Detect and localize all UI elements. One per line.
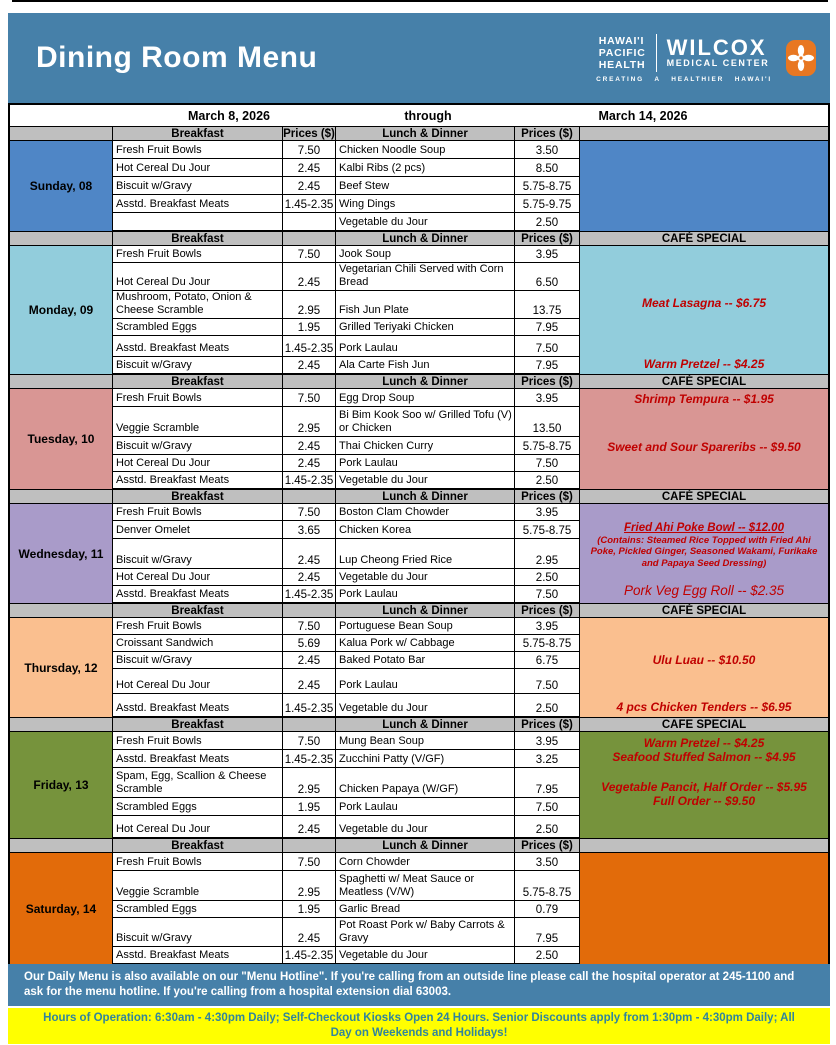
section-header-row <box>10 126 828 141</box>
lunch-price: 7.95 <box>515 357 580 374</box>
lunch-item: Kalua Pork w/ Cabbage <box>336 635 515 652</box>
breakfast-item: Fresh Fruit Bowls <box>113 504 283 521</box>
col-header-lunch-prices: Prices ($) <box>515 604 580 617</box>
day-section-sunday <box>10 126 828 231</box>
col-header-lunch: Lunch & Dinner <box>336 718 515 731</box>
breakfast-item: Asstd. Breakfast Meats <box>113 336 283 357</box>
lunch-price: 5.75-9.75 <box>515 195 580 213</box>
lunch-price: 2.95 <box>515 539 580 569</box>
lunch-price: 5.75-8.75 <box>515 521 580 539</box>
lunch-price: 7.50 <box>515 669 580 694</box>
col-header-cafe-special: CAFÉ SPECIAL <box>661 491 747 503</box>
day-body-tuesday <box>10 389 828 489</box>
col-header-lunch: Lunch & Dinner <box>336 232 515 245</box>
col-header-day-spacer <box>10 490 113 503</box>
breakfast-item: Croissant Sandwich <box>113 635 283 652</box>
lunch-item: Kalbi Ribs (2 pcs) <box>336 159 515 177</box>
cafe-special-cell-saturday <box>580 853 828 964</box>
col-header-day-spacer <box>10 604 113 617</box>
breakfast-price: 1.45-2.35 <box>283 195 336 213</box>
breakfast-price: 5.69 <box>283 635 336 652</box>
lunch-price: 3.95 <box>515 618 580 635</box>
col-header-cafe-special <box>580 839 828 852</box>
day-section-tuesday <box>10 374 828 489</box>
col-header-breakfast-prices <box>283 839 336 852</box>
breakfast-item: Scrambled Eggs <box>113 319 283 336</box>
col-header-lunch-prices: Prices ($) <box>515 839 580 852</box>
lunch-price: 5.75-8.75 <box>515 635 580 652</box>
breakfast-price: 7.50 <box>283 618 336 635</box>
breakfast-item: Veggie Scramble <box>113 871 283 901</box>
breakfast-item: Scrambled Eggs <box>113 901 283 918</box>
col-header-breakfast-prices <box>283 604 336 617</box>
day-label-wednesday: Wednesday, 11 <box>10 504 113 603</box>
day-label-monday: Monday, 09 <box>10 246 113 374</box>
cafe-special-text: Warm Pretzel -- $4.25 <box>643 357 765 371</box>
lunch-item: Portuguese Bean Soup <box>336 618 515 635</box>
top-border-line <box>12 0 828 2</box>
breakfast-item: Hot Cereal Du Jour <box>113 263 283 291</box>
date-range-row <box>8 103 830 126</box>
col-header-lunch: Lunch & Dinner <box>336 127 515 140</box>
lunch-item: Chicken Noodle Soup <box>336 141 515 159</box>
lunch-item: Pork Laulau <box>336 669 515 694</box>
cafe-special-text: Shrimp Tempura -- $1.95 <box>634 392 774 406</box>
section-header-row <box>10 374 828 389</box>
lunch-price: 6.50 <box>515 263 580 291</box>
breakfast-price: 2.45 <box>283 918 336 947</box>
lunch-item: Chicken Papaya (W/GF) <box>336 768 515 798</box>
col-header-breakfast-prices <box>283 718 336 731</box>
breakfast-price: 1.45-2.35 <box>283 586 336 603</box>
cafe-special-text: Sweet and Sour Spareribs -- $9.50 <box>607 439 801 454</box>
breakfast-item <box>113 213 283 231</box>
cafe-special-text: Pork Veg Egg Roll -- $2.35 <box>623 583 785 598</box>
day-body-thursday <box>10 618 828 717</box>
col-header-cafe-special: CAFE SPECIAL <box>661 719 747 731</box>
col-header-breakfast: Breakfast <box>113 604 283 617</box>
breakfast-price: 1.95 <box>283 798 336 816</box>
breakfast-item: Spam, Egg, Scallion & Cheese Scramble <box>113 768 283 798</box>
lunch-price: 0.79 <box>515 901 580 918</box>
menu-table <box>8 126 830 966</box>
breakfast-price: 2.95 <box>283 768 336 798</box>
col-header-lunch: Lunch & Dinner <box>336 839 515 852</box>
breakfast-price: 1.45-2.35 <box>283 472 336 489</box>
lunch-item: Corn Chowder <box>336 853 515 871</box>
logo-tagline: CREATING A HEALTHIER HAWAI'I <box>596 75 772 83</box>
breakfast-price: 1.45-2.35 <box>283 336 336 357</box>
breakfast-price: 2.95 <box>283 871 336 901</box>
lunch-price: 5.75-8.75 <box>515 871 580 901</box>
hotline-text: Our Daily Menu is also available on our "Menu Hotline". If you're calling from an outside line please call the hospital operator at 245-1100 and ask for the menu hotline. If you're calling from a hospital extension dial 63003. <box>24 971 795 998</box>
lunch-item: Fish Jun Plate <box>336 291 515 319</box>
col-header-breakfast-prices <box>283 232 336 245</box>
day-body-sunday <box>10 141 828 231</box>
lunch-item: Baked Potato Bar <box>336 652 515 669</box>
col-header-lunch: Lunch & Dinner <box>336 490 515 503</box>
cafe-special-text: Full Order -- $9.50 <box>652 794 756 808</box>
col-header-cafe-special: CAFÉ SPECIAL <box>661 605 747 617</box>
lunch-price: 7.50 <box>515 586 580 603</box>
col-header-breakfast: Breakfast <box>113 232 283 245</box>
col-header-breakfast-prices <box>283 490 336 503</box>
cafe-special-text: Vegetable Pancit, Half Order -- $5.95 <box>601 780 807 794</box>
lunch-item: Zucchini Patty (V/GF) <box>336 750 515 768</box>
lunch-item: Pork Laulau <box>336 798 515 816</box>
day-body-monday <box>10 246 828 374</box>
lunch-item: Spaghetti w/ Meat Sauce or Meatless (V/W) <box>336 871 515 901</box>
lunch-price: 7.50 <box>515 455 580 472</box>
col-header-lunch: Lunch & Dinner <box>336 375 515 388</box>
lunch-item: Pot Roast Pork w/ Baby Carrots & Gravy <box>336 918 515 947</box>
wilcox-wordmark: WILCOX MEDICAL CENTER <box>666 34 770 68</box>
breakfast-price: 2.95 <box>283 407 336 437</box>
breakfast-price: 2.45 <box>283 539 336 569</box>
lunch-price: 7.50 <box>515 336 580 357</box>
breakfast-item: Biscuit w/Gravy <box>113 652 283 669</box>
breakfast-item: Biscuit w/Gravy <box>113 357 283 374</box>
lunch-price: 2.50 <box>515 213 580 231</box>
cafe-special-text: (Contains: Steamed Rice Topped with Fried Ahi Poke, Pickled Ginger, Seasoned Wakami, Furikake and Papaya Seed Dressing) <box>590 534 818 569</box>
cafe-special-text: Meat Lasagna -- $6.75 <box>641 295 767 310</box>
col-header-lunch-prices: Prices ($) <box>515 718 580 731</box>
breakfast-price: 2.45 <box>283 669 336 694</box>
breakfast-price: 7.50 <box>283 141 336 159</box>
cafe-special-text: Warm Pretzel -- $4.25 <box>643 736 765 750</box>
col-header-day-spacer <box>10 127 113 140</box>
breakfast-item: Asstd. Breakfast Meats <box>113 750 283 768</box>
breakfast-item: Hot Cereal Du Jour <box>113 816 283 838</box>
breakfast-price: 7.50 <box>283 246 336 263</box>
breakfast-item: Asstd. Breakfast Meats <box>113 472 283 489</box>
breakfast-price <box>283 213 336 231</box>
lunch-price: 2.50 <box>515 472 580 489</box>
day-label-sunday: Sunday, 08 <box>10 141 113 231</box>
lunch-item: Grilled Teriyaki Chicken <box>336 319 515 336</box>
day-label-tuesday: Tuesday, 10 <box>10 389 113 489</box>
cafe-special-text: Seafood Stuffed Salmon -- $4.95 <box>612 750 796 764</box>
cafe-special-text: 4 pcs Chicken Tenders -- $6.95 <box>616 700 792 714</box>
breakfast-item: Hot Cereal Du Jour <box>113 569 283 586</box>
lunch-price: 3.95 <box>515 389 580 407</box>
hours-text: Hours of Operation: 6:30am - 4:30pm Daily; Self-Checkout Kiosks Open 24 Hours. Senior Discounts apply from 1:30pm - 4:30pm Daily; All Day on Weekends and Holidays! <box>43 1012 795 1039</box>
lunch-price: 5.75-8.75 <box>515 437 580 455</box>
day-body-wednesday <box>10 504 828 603</box>
lunch-price: 3.25 <box>515 750 580 768</box>
breakfast-item: Mushroom, Potato, Onion & Cheese Scramble <box>113 291 283 319</box>
lunch-item: Boston Clam Chowder <box>336 504 515 521</box>
header-banner <box>8 13 830 103</box>
breakfast-item: Fresh Fruit Bowls <box>113 389 283 407</box>
day-section-wednesday <box>10 489 828 603</box>
breakfast-item: Veggie Scramble <box>113 407 283 437</box>
lunch-price: 2.50 <box>515 694 580 717</box>
breakfast-item: Biscuit w/Gravy <box>113 539 283 569</box>
col-header-day-spacer <box>10 232 113 245</box>
hph-wordmark: HAWAI'I PACIFIC HEALTH <box>598 34 646 71</box>
section-header-row <box>10 717 828 732</box>
breakfast-item: Biscuit w/Gravy <box>113 918 283 947</box>
cafe-special-cell-friday <box>580 732 828 838</box>
cafe-special-text: Ulu Luau -- $10.50 <box>652 653 756 667</box>
col-header-breakfast-prices: Prices ($) <box>283 128 335 140</box>
lunch-price: 3.95 <box>515 504 580 521</box>
col-header-cafe-special: CAFÉ SPECIAL <box>661 233 747 245</box>
lunch-item: Vegetable du Jour <box>336 694 515 717</box>
day-section-friday <box>10 717 828 838</box>
col-header-day-spacer <box>10 839 113 852</box>
breakfast-item: Asstd. Breakfast Meats <box>113 694 283 717</box>
breakfast-price: 2.45 <box>283 437 336 455</box>
date-start: March 8, 2026 <box>188 108 270 123</box>
breakfast-price: 1.45-2.35 <box>283 694 336 717</box>
breakfast-item: Fresh Fruit Bowls <box>113 141 283 159</box>
breakfast-item: Fresh Fruit Bowls <box>113 853 283 871</box>
breakfast-price: 2.45 <box>283 816 336 838</box>
lunch-price: 2.50 <box>515 569 580 586</box>
breakfast-item: Biscuit w/Gravy <box>113 437 283 455</box>
breakfast-price: 3.65 <box>283 521 336 539</box>
day-section-monday <box>10 231 828 374</box>
breakfast-price: 2.45 <box>283 177 336 195</box>
lunch-price: 7.50 <box>515 798 580 816</box>
cafe-special-cell-monday <box>580 246 828 374</box>
lunch-item: Chicken Korea <box>336 521 515 539</box>
breakfast-price: 2.45 <box>283 652 336 669</box>
lunch-item: Jook Soup <box>336 246 515 263</box>
lunch-item: Vegetable du Jour <box>336 947 515 964</box>
lunch-price: 3.50 <box>515 853 580 871</box>
section-header-row <box>10 838 828 853</box>
col-header-lunch-prices: Prices ($) <box>515 127 580 140</box>
lunch-price: 3.50 <box>515 141 580 159</box>
breakfast-item: Hot Cereal Du Jour <box>113 159 283 177</box>
breakfast-price: 7.50 <box>283 853 336 871</box>
col-header-cafe-special <box>580 127 828 140</box>
breakfast-item: Fresh Fruit Bowls <box>113 732 283 750</box>
cafe-special-cell-sunday <box>580 141 828 231</box>
lunch-item: Pork Laulau <box>336 586 515 603</box>
cafe-special-text: Fried Ahi Poke Bowl -- $12.00 <box>624 521 784 534</box>
breakfast-item: Fresh Fruit Bowls <box>113 618 283 635</box>
lunch-item: Wing Dings <box>336 195 515 213</box>
lunch-price: 6.75 <box>515 652 580 669</box>
lunch-price: 2.50 <box>515 947 580 964</box>
col-header-cafe-special: CAFÉ SPECIAL <box>661 376 747 388</box>
breakfast-price: 1.45-2.35 <box>283 947 336 964</box>
lunch-price: 5.75-8.75 <box>515 177 580 195</box>
date-end: March 14, 2026 <box>598 108 688 123</box>
lunch-price: 8.50 <box>515 159 580 177</box>
lunch-item: Garlic Bread <box>336 901 515 918</box>
col-header-breakfast: Breakfast <box>113 490 283 503</box>
lunch-item: Pork Laulau <box>336 336 515 357</box>
cafe-special-cell-thursday <box>580 618 828 717</box>
lunch-price: 13.75 <box>515 291 580 319</box>
cafe-special-cell-wednesday <box>580 504 828 603</box>
lunch-item: Bi Bim Kook Soo w/ Grilled Tofu (V) or Chicken <box>336 407 515 437</box>
hph-wilcox-wordmark <box>596 34 772 83</box>
breakfast-item: Asstd. Breakfast Meats <box>113 947 283 964</box>
lunch-item: Vegetable du Jour <box>336 472 515 489</box>
col-header-breakfast-prices <box>283 375 336 388</box>
breakfast-price: 1.95 <box>283 319 336 336</box>
breakfast-price: 2.45 <box>283 263 336 291</box>
day-label-friday: Friday, 13 <box>10 732 113 838</box>
col-header-breakfast: Breakfast <box>113 375 283 388</box>
breakfast-price: 7.50 <box>283 504 336 521</box>
col-header-breakfast: Breakfast <box>113 127 283 140</box>
lunch-price: 3.95 <box>515 732 580 750</box>
section-header-row <box>10 231 828 246</box>
lunch-item: Pork Laulau <box>336 455 515 472</box>
day-body-saturday <box>10 853 828 964</box>
lunch-item: Vegetable du Jour <box>336 816 515 838</box>
breakfast-item: Denver Omelet <box>113 521 283 539</box>
col-header-lunch-prices: Prices ($) <box>515 490 580 503</box>
brand-logo <box>596 34 830 83</box>
section-header-row <box>10 489 828 504</box>
lunch-item: Thai Chicken Curry <box>336 437 515 455</box>
breakfast-item: Hot Cereal Du Jour <box>113 455 283 472</box>
day-label-saturday: Saturday, 14 <box>10 853 113 964</box>
breakfast-price: 2.95 <box>283 291 336 319</box>
breakfast-item: Fresh Fruit Bowls <box>113 246 283 263</box>
breakfast-price: 2.45 <box>283 357 336 374</box>
hotline-banner <box>8 964 830 1006</box>
breakfast-item: Asstd. Breakfast Meats <box>113 586 283 603</box>
col-header-lunch-prices: Prices ($) <box>515 232 580 245</box>
lunch-item: Ala Carte Fish Jun <box>336 357 515 374</box>
breakfast-price: 7.50 <box>283 389 336 407</box>
lunch-price: 2.50 <box>515 816 580 838</box>
flower-icon <box>786 38 816 78</box>
lunch-price: 13.50 <box>515 407 580 437</box>
hours-banner <box>8 1008 830 1044</box>
col-header-day-spacer <box>10 718 113 731</box>
breakfast-item: Biscuit w/Gravy <box>113 177 283 195</box>
lunch-item: Egg Drop Soup <box>336 389 515 407</box>
breakfast-item: Hot Cereal Du Jour <box>113 669 283 694</box>
section-header-row <box>10 603 828 618</box>
breakfast-price: 1.45-2.35 <box>283 750 336 768</box>
lunch-item: Vegetable du Jour <box>336 213 515 231</box>
logo-divider <box>656 34 657 72</box>
breakfast-item: Asstd. Breakfast Meats <box>113 195 283 213</box>
day-label-thursday: Thursday, 12 <box>10 618 113 717</box>
lunch-item: Mung Bean Soup <box>336 732 515 750</box>
lunch-price: 7.95 <box>515 768 580 798</box>
breakfast-price: 1.95 <box>283 901 336 918</box>
page-title: Dining Room Menu <box>36 41 318 74</box>
col-header-lunch: Lunch & Dinner <box>336 604 515 617</box>
breakfast-price: 2.45 <box>283 159 336 177</box>
col-header-breakfast: Breakfast <box>113 718 283 731</box>
day-body-friday <box>10 732 828 838</box>
lunch-price: 3.95 <box>515 246 580 263</box>
lunch-item: Lup Cheong Fried Rice <box>336 539 515 569</box>
breakfast-item: Scrambled Eggs <box>113 798 283 816</box>
col-header-breakfast: Breakfast <box>113 839 283 852</box>
breakfast-price: 7.50 <box>283 732 336 750</box>
lunch-item: Vegetarian Chili Served with Corn Bread <box>336 263 515 291</box>
lunch-item: Vegetable du Jour <box>336 569 515 586</box>
col-header-lunch-prices: Prices ($) <box>515 375 580 388</box>
lunch-price: 7.95 <box>515 319 580 336</box>
date-through: through <box>404 108 452 123</box>
lunch-item: Beef Stew <box>336 177 515 195</box>
day-section-saturday <box>10 838 828 964</box>
breakfast-price: 2.45 <box>283 569 336 586</box>
lunch-price: 7.95 <box>515 918 580 947</box>
cafe-special-cell-tuesday <box>580 389 828 489</box>
col-header-day-spacer <box>10 375 113 388</box>
day-section-thursday <box>10 603 828 717</box>
breakfast-price: 2.45 <box>283 455 336 472</box>
